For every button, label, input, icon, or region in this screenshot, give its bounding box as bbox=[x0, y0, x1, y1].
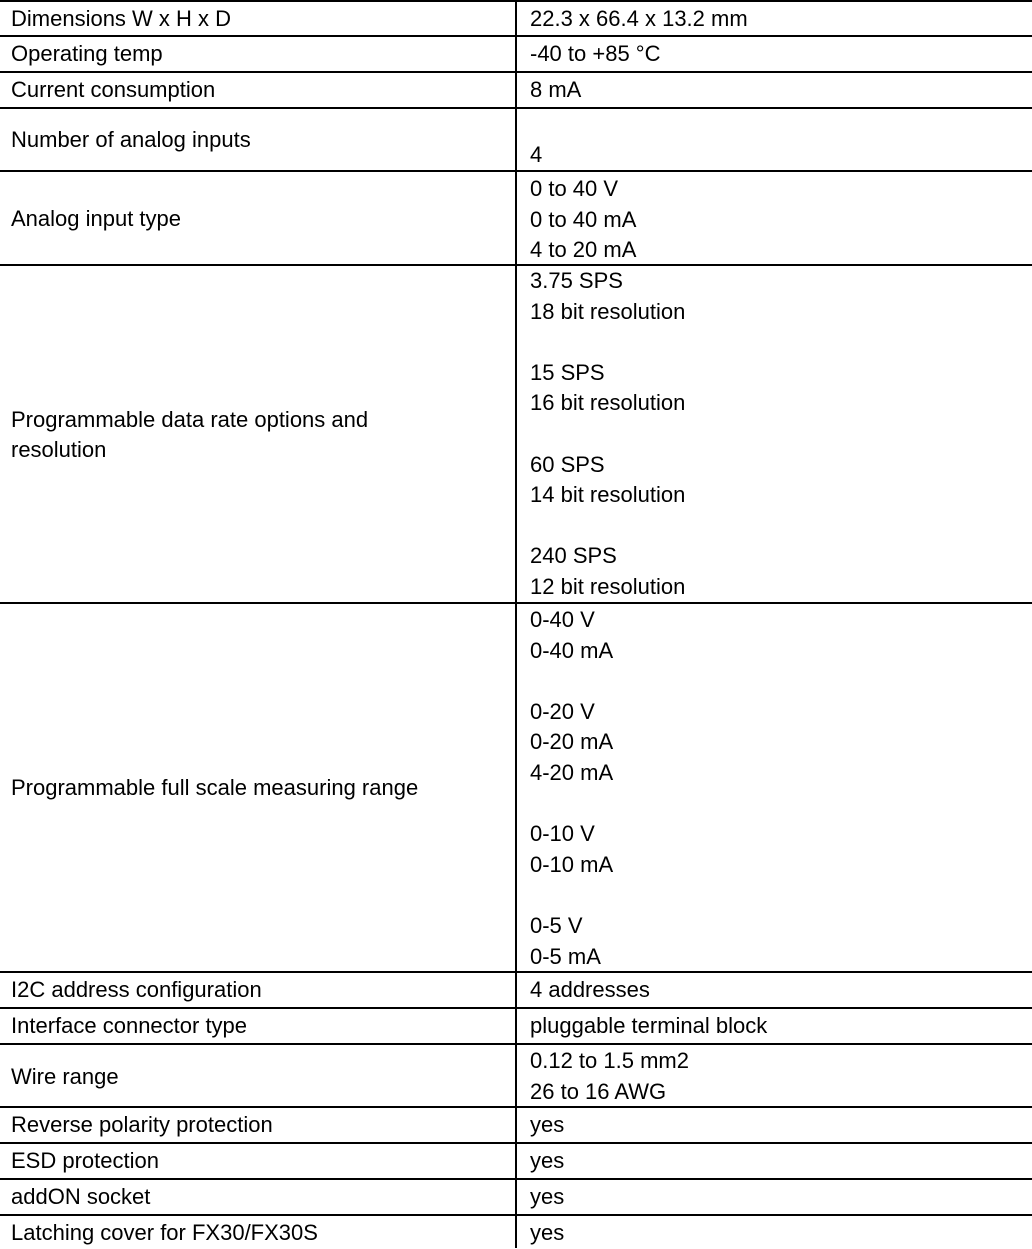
row-label: Interface connector type bbox=[11, 1013, 248, 1038]
row-value: yes bbox=[530, 1184, 565, 1209]
row-label: Dimensions W x H x D bbox=[11, 6, 232, 31]
row-label: Operating temp bbox=[11, 41, 163, 66]
row-label: Programmable full scale measuring range bbox=[11, 775, 419, 800]
row-label: Wire range bbox=[11, 1064, 119, 1089]
row-value: 4 addresses bbox=[530, 977, 650, 1002]
column-divider bbox=[515, 0, 517, 1248]
row-label: addON socket bbox=[11, 1184, 151, 1209]
row-label: Programmable data rate options and resolution bbox=[11, 407, 369, 462]
row-value: 22.3 x 66.4 x 13.2 mm bbox=[530, 6, 748, 31]
row-value: 3.75 SPS 18 bit resolution 15 SPS 16 bit resolution 60 SPS 14 bit resolution 240 SPS 12 bit resolution bbox=[530, 268, 686, 599]
row-value: 0.12 to 1.5 mm2 26 to 16 AWG bbox=[530, 1048, 689, 1104]
row-value: 8 mA bbox=[530, 77, 582, 102]
row-label: I2C address configuration bbox=[11, 977, 262, 1002]
row-value: -40 to +85 °C bbox=[530, 41, 661, 66]
row-value: 0-40 V 0-40 mA 0-20 V 0-20 mA 4-20 mA 0-10 V 0-10 mA 0-5 V 0-5 mA bbox=[530, 607, 614, 969]
row-value: 0 to 40 V 0 to 40 mA 4 to 20 mA bbox=[530, 176, 637, 263]
row-value: yes bbox=[530, 1220, 565, 1245]
row-value: yes bbox=[530, 1112, 565, 1137]
row-label: Analog input type bbox=[11, 206, 182, 231]
row-label: Latching cover for FX30/FX30S bbox=[11, 1220, 318, 1245]
row-label: Current consumption bbox=[11, 77, 216, 102]
row-label: Number of analog inputs bbox=[11, 127, 251, 152]
row-value: yes bbox=[530, 1148, 565, 1173]
row-value: 4 bbox=[530, 142, 543, 167]
row-label: Reverse polarity protection bbox=[11, 1112, 273, 1137]
row-value: pluggable terminal block bbox=[530, 1013, 768, 1038]
row-label: ESD protection bbox=[11, 1148, 159, 1173]
